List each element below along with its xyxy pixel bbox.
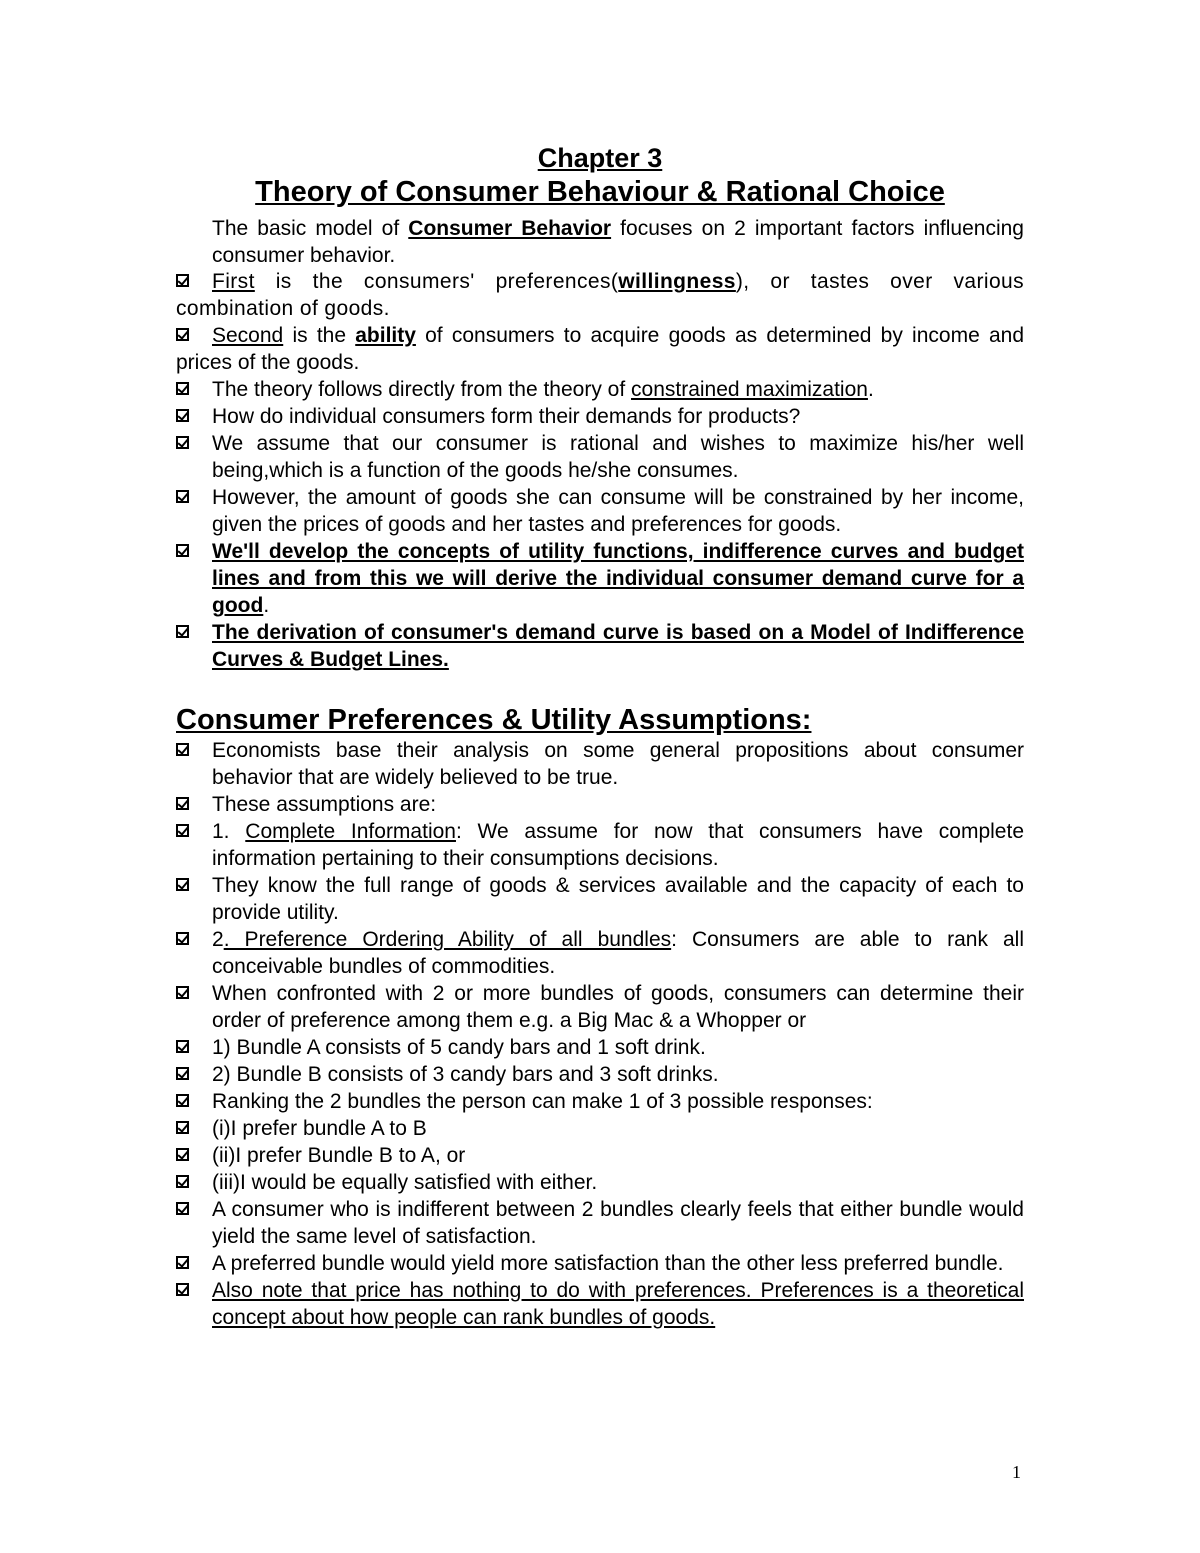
checkbox-icon [176, 1094, 189, 1107]
checkbox-icon [176, 436, 189, 449]
list-item: We assume that our consumer is rational and wishes to maximize his/her well being,which is a function of the goods he/she consumes. [176, 430, 1024, 484]
term-consumer-behavior: Consumer Behavior [408, 217, 612, 240]
checkbox-icon [176, 328, 189, 341]
checkbox-icon [176, 382, 189, 395]
checkbox-icon [176, 1175, 189, 1188]
list-item: 1. Complete Information: We assume for now that consumers have complete information pertaining to their consumptions decisions. [176, 818, 1024, 872]
list-item: A preferred bundle would yield more satisfaction than the other less preferred bundle. [176, 1250, 1024, 1277]
list-item: 1) Bundle A consists of 5 candy bars and 1 soft drink. [176, 1034, 1024, 1061]
intro-paragraph: The basic model of Consumer Behavior focuses on 2 important factors influencing consumer behavior. [212, 217, 1024, 267]
checkbox-icon [176, 1283, 189, 1296]
list-item: (iii)I would be equally satisfied with either. [176, 1169, 1024, 1196]
checkbox-icon [176, 1256, 189, 1269]
checkbox-icon [176, 1202, 189, 1215]
chapter-title: Theory of Consumer Behaviour & Rational Choice [255, 176, 945, 208]
list-item: When confronted with 2 or more bundles of goods, consumers can determine their order of preference among them e.g. a Big Mac & a Whopper or [176, 980, 1024, 1034]
assumptions-list [176, 737, 1024, 1331]
list-item: (i)I prefer bundle A to B [176, 1115, 1024, 1142]
list-item: 2. Preference Ordering Ability of all bundles: Consumers are able to rank all conceivable bundles of commodities. [176, 926, 1024, 980]
list-item: How do individual consumers form their demands for products? [176, 403, 1024, 430]
checkbox-icon [176, 743, 189, 756]
checkbox-icon [176, 625, 189, 638]
list-item: These assumptions are: [176, 791, 1024, 818]
checkbox-icon [176, 878, 189, 891]
checkbox-icon [176, 1040, 189, 1053]
list-item: A consumer who is indifferent between 2 bundles clearly feels that either bundle would yield the same level of satisfaction. [176, 1196, 1024, 1250]
list-item: Economists base their analysis on some general propositions about consumer behavior that are widely believed to be true. [176, 737, 1024, 791]
checkbox-icon [176, 490, 189, 503]
intro-list [176, 268, 1024, 673]
section-heading: Consumer Preferences & Utility Assumptions: [176, 704, 812, 736]
list-item: Also note that price has nothing to do with preferences. Preferences is a theoretical concept about how people can rank bundles of goods. [176, 1277, 1024, 1331]
list-item: 2) Bundle B consists of 3 candy bars and 3 soft drinks. [176, 1061, 1024, 1088]
checkbox-icon [176, 409, 189, 422]
list-item: First is the consumers' preferences(willingness), or tastes over various combination of goods. [176, 270, 1024, 320]
list-item: However, the amount of goods she can consume will be constrained by her income, given the prices of goods and her tastes and preferences for goods. [176, 484, 1024, 538]
checkbox-icon [176, 544, 189, 557]
chapter-heading: Chapter 3 [537, 143, 663, 173]
list-item: We'll develop the concepts of utility functions, indifference curves and budget lines and from this we will derive the individual consumer demand curve for a good. [176, 538, 1024, 619]
checkbox-icon [176, 932, 189, 945]
title-block [0, 141, 1200, 210]
checkbox-icon [176, 986, 189, 999]
list-item: (ii)I prefer Bundle B to A, or [176, 1142, 1024, 1169]
list-item: Second is the ability of consumers to acquire goods as determined by income and prices of the goods. [176, 324, 1024, 374]
list-item: Ranking the 2 bundles the person can make 1 of 3 possible responses: [176, 1088, 1024, 1115]
list-item: The derivation of consumer's demand curve is based on a Model of Indifference Curves & Budget Lines. [176, 619, 1024, 673]
checkbox-icon [176, 1121, 189, 1134]
checkbox-icon [176, 1148, 189, 1161]
checkbox-icon [176, 274, 189, 287]
checkbox-icon [176, 824, 189, 837]
checkbox-icon [176, 1067, 189, 1080]
checkbox-icon [176, 797, 189, 810]
page-number: 1 [1012, 1462, 1021, 1482]
list-item: They know the full range of goods & services available and the capacity of each to provide utility. [176, 872, 1024, 926]
list-item: The theory follows directly from the theory of constrained maximization. [176, 376, 1024, 403]
